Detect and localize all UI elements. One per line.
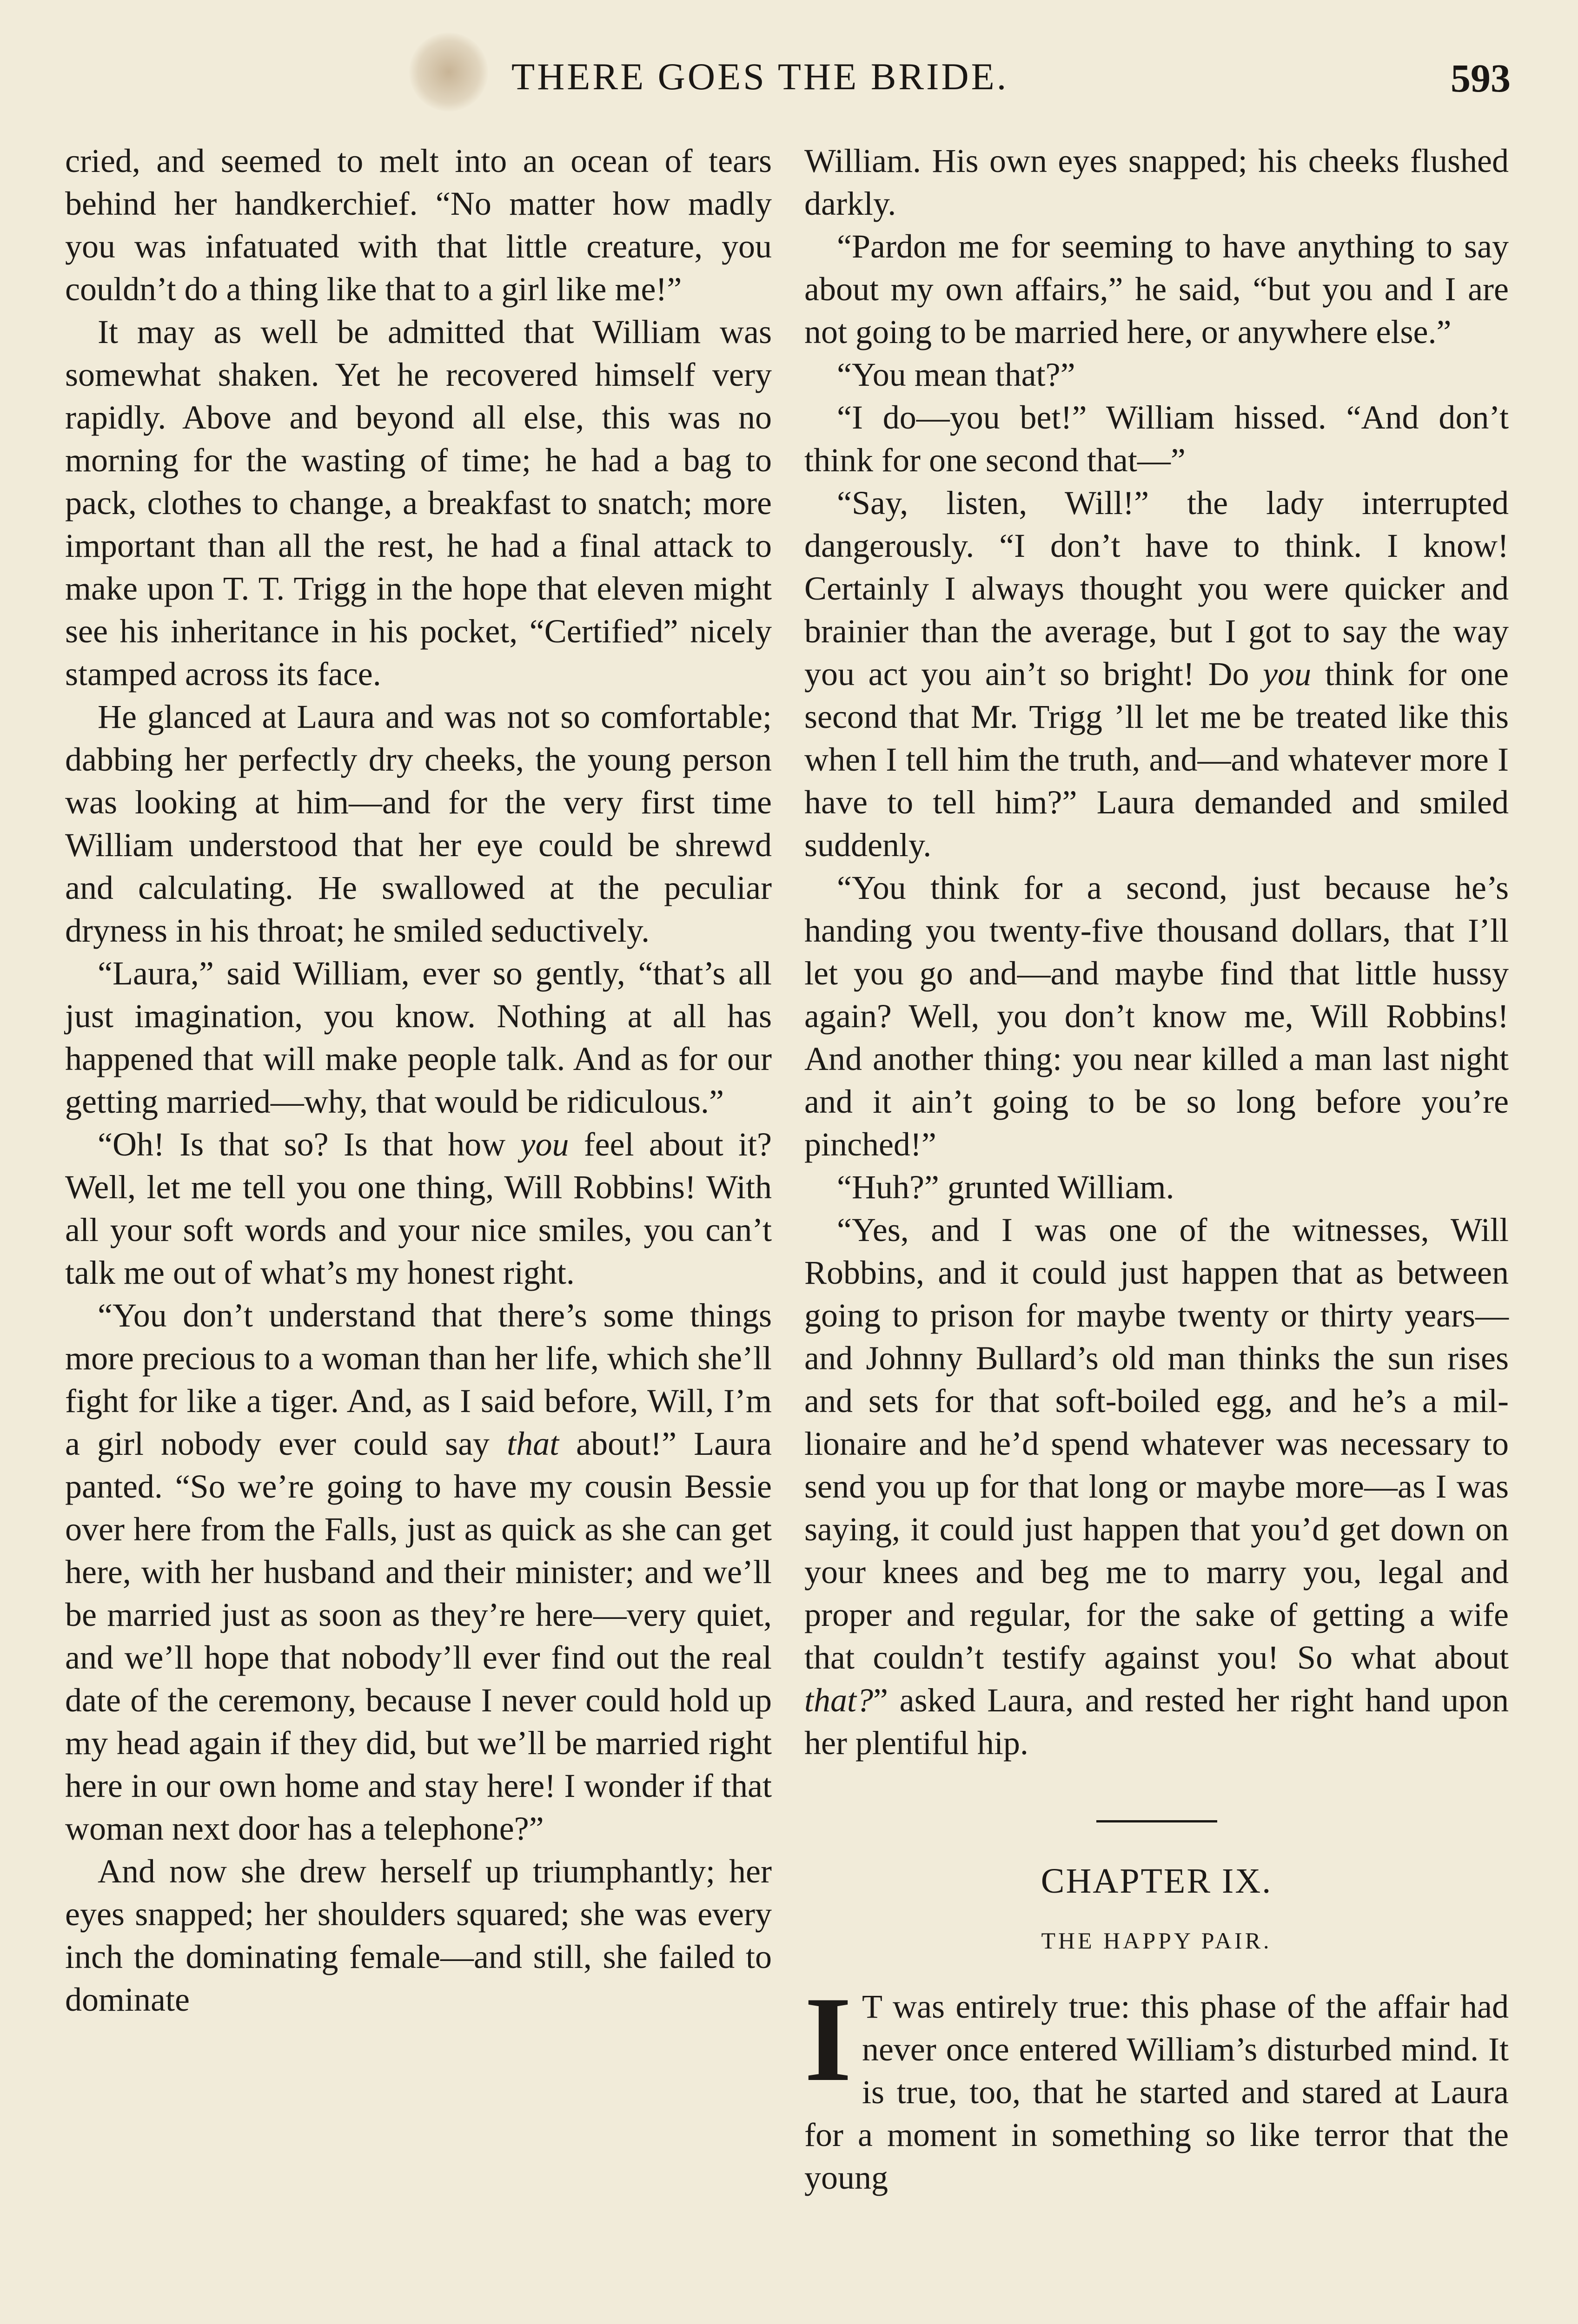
paragraph: “Laura,” said William, ever so gently, “that’s all just imagination, you know. Nothing at all has happened that will make people talk. And as for our getting married—why, that would be ridiculous.”: [65, 955, 772, 1120]
paragraph: He glanced at Laura and was not so comfortable; dabbing her perfectly dry cheeks, the young person was looking at him—and for the very first time William understood that her eye could be shrewd and calculating. He swallowed at the peculiar dryness in his throat; he smiled seductively.: [65, 698, 772, 949]
running-head: THERE GOES THE BRIDE.: [511, 55, 1009, 98]
paragraph: William. His own eyes snapped; his cheeks flushed darkly.: [804, 142, 1509, 222]
chapter-divider-rule: [1096, 1820, 1217, 1822]
chapter-opening-paragraph: [804, 1972, 1509, 2199]
right-column: [804, 139, 1509, 2199]
chapter-opening-text: T was entirely true: this phase of the affair had never once entered William’s disturbed mind. It is true, too, that he started and stared at Laura for a moment in something so like terror that the young: [804, 1988, 1509, 2196]
paragraph: “Pardon me for seeming to have anything to say about my own affairs,” he said, “but you and I are not going to be married here, or anywhere else.”: [804, 228, 1509, 350]
chapter-subtitle: THE HAPPY PAIR.: [1041, 1928, 1272, 1954]
paragraph: “You think for a second, just because he’s handing you twenty-five thousand dollars, that I’ll let you go and—and maybe find that little hussy again? Well, you don’t know me, Will Robbins! And another thing: you near killed a man last night and it ain’t going to be so long before you’re pinched!”: [804, 869, 1509, 1163]
left-column: [65, 139, 772, 2021]
page-number: 593: [1451, 56, 1511, 100]
paragraph: “You don’t understand that there’s some things more precious to a woman than her life, which she’ll fight for like a tiger. And, as I said before, Will, I’m a girl nobody ever could say that about!” Laura panted. “So we’re going to have my cousin Bessie over here from the Falls, just as quick as she can get here, with her husband and their minister; and we’ll be married just as soon as they’re here—very quiet, and we’ll hope that nobody’ll ever find out the real date of the ceremony, because I never could hold up my head again if they did, but we’ll be married right here in our own home and stay here! I wonder if that woman next door has a telephone?”: [65, 1297, 772, 1847]
paragraph: “I do—you bet!” William hissed. “And don’t think for one second that—”: [804, 399, 1509, 479]
chapter-title: CHAPTER IX.: [1041, 1862, 1273, 1901]
paragraph: “You mean that?”: [837, 356, 1075, 393]
paragraph: cried, and seemed to melt into an ocean of tears behind her handkerchief. “No matter how madly you was infatuated with that little creature, you couldn’t do a thing like that to a girl like me!”: [65, 142, 772, 308]
paragraph: It may as well be admitted that William was somewhat shaken. Yet he recovered himself very rapidly. Above and beyond all else, this was no morning for the wasting of time; he had a bag to pack, clothes to change, a breakfast to snatch; more important than all the rest, he had a final attack to make upon T. T. Trigg in the hope that eleven might see his inheritance in his pocket, “Certified” nicely stamped across its face.: [65, 313, 772, 693]
paragraph: “Huh?” grunted William.: [837, 1169, 1174, 1206]
page-stain: [409, 33, 488, 112]
paragraph: “Oh! Is that so? Is that how you feel about it? Well, let me tell you one thing, Will Robbins! With all your soft words and your nice smiles, you can’t talk me out of what’s my honest right.: [65, 1126, 772, 1291]
paragraph: “Yes, and I was one of the witnesses, Will Robbins, and it could just happen that as between going to prison for maybe twenty or thirty years—and Johnny Bullard’s old man thinks the sun rises and sets for that soft-boiled egg, and he’s a millionaire and he’d spend whatever was necessary to send you up for that long or maybe more—as I was saying, it could just happen that you’d get down on your knees and beg me to marry you, legal and proper and regular, for the sake of getting a wife that couldn’t testify against you! So what about that?” asked Laura, and rested her right hand upon her plentiful hip.: [804, 1211, 1509, 1762]
paragraph: “Say, listen, Will!” the lady interrupted dangerously. “I don’t have to think. I know! Certainly I always thought you were quicker and brainier than the average, but I got to say the way you act you ain’t so bright! Do you think for one second that Mr. Trigg ’ll let me be treated like this when I tell him the truth, and—and whatever more I have to tell him?” Laura demanded and smiled suddenly.: [804, 484, 1509, 864]
drop-cap: I: [804, 1972, 852, 2106]
paragraph: And now she drew herself up triumphantly; her eyes snapped; her shoulders squared; she was every inch the dominating female—and still, she failed to dominate: [65, 1853, 772, 2018]
